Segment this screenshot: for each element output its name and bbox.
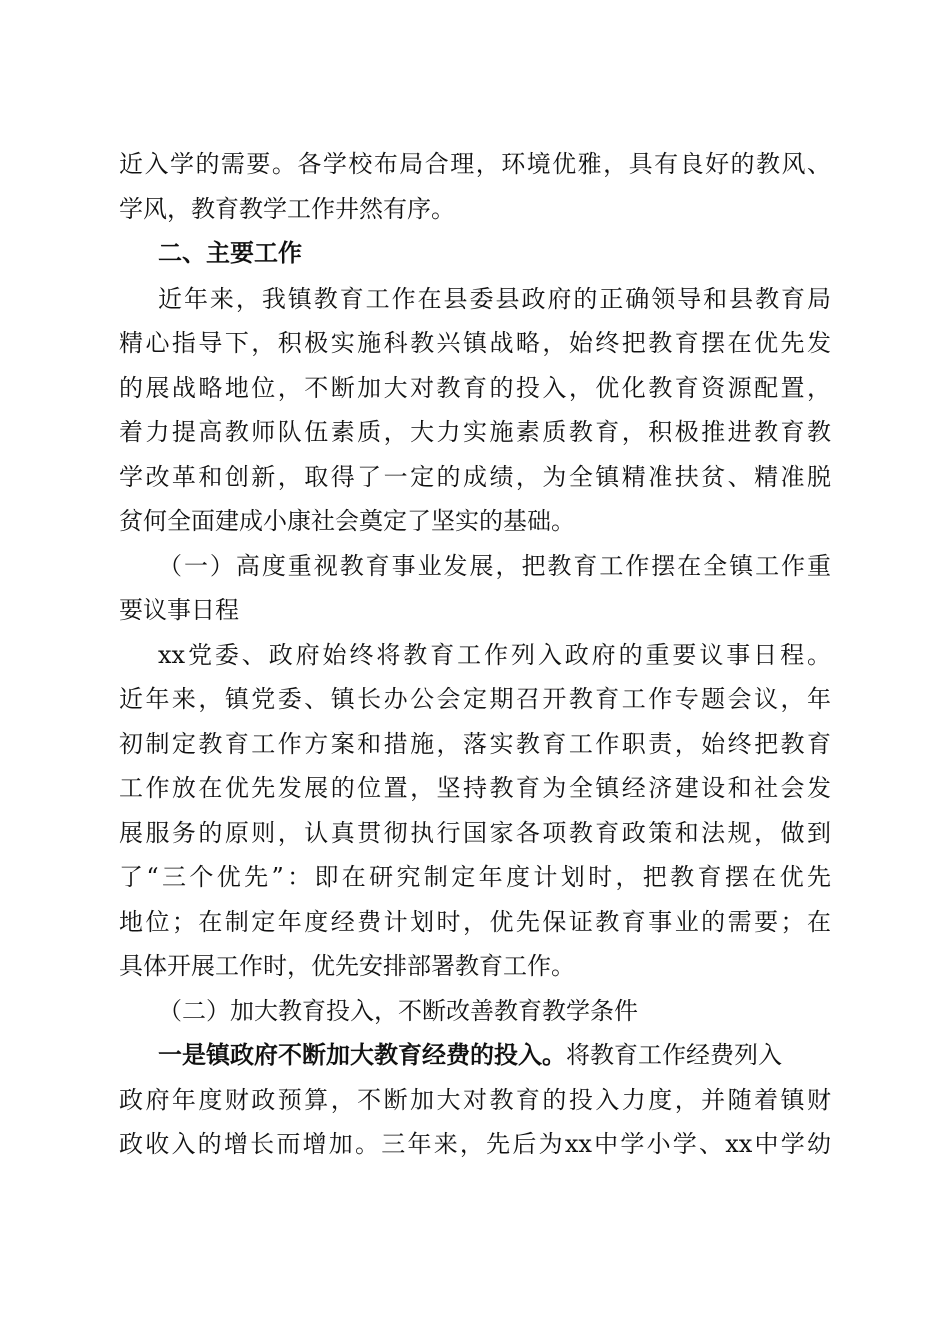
paragraph-line: 地位；在制定年度经费计划时，优先保证教育事业的需要；在 [119, 908, 831, 936]
paragraph-line: 工作放在优先发展的位置，坚持教育为全镇经济建设和社会发 [119, 774, 831, 802]
paragraph-line: 着力提高教师队伍素质，大力实施素质教育，积极推进教育教 [119, 418, 831, 446]
paragraph-line: 具体开展工作时，优先安排部署教育工作。 [119, 952, 575, 980]
paragraph-line: 学风，教育教学工作井然有序。 [119, 195, 455, 223]
paragraph-line-continued: 将教育工作经费列入 [566, 1041, 782, 1069]
paragraph-line: 初制定教育工作方案和措施，落实教育工作职责，始终把教育 [119, 730, 831, 758]
paragraph-line: 了“三个优先”：即在研究制定年度计划时，把教育摆在优先 [119, 863, 831, 891]
paragraph-line: 的展战略地位，不断加大对教育的投入，优化教育资源配置， [119, 374, 831, 402]
paragraph-line: 政收入的增长而增加。三年来，先后为xx中学小学、xx中学幼 [119, 1130, 831, 1158]
subsection-heading: （一）高度重视教育事业发展，把教育工作摆在全镇工作重 [158, 552, 831, 580]
paragraph-line: 近入学的需要。各学校布局合理，环境优雅，具有良好的教风、 [119, 150, 831, 178]
subsection-heading-continued: 要议事日程 [119, 596, 239, 624]
subsection-heading: （二）加大教育投入，不断改善教育教学条件 [158, 997, 638, 1025]
paragraph-line: 精心指导下，积极实施科教兴镇战略，始终把教育摆在优先发 [119, 329, 831, 357]
paragraph-line: 学改革和创新，取得了一定的成绩，为全镇精准扶贫、精准脱 [119, 463, 831, 491]
paragraph-line: 展服务的原则，认真贯彻执行国家各项教育政策和法规，做到 [119, 819, 831, 847]
paragraph-line: xx党委、政府始终将教育工作列入政府的重要议事日程。 [158, 641, 831, 669]
paragraph-line: 近年来，我镇教育工作在县委县政府的正确领导和县教育局 [158, 285, 831, 313]
paragraph-line [158, 1039, 831, 1071]
bold-lead-text: 一是镇政府不断加大教育经费的投入。 [158, 1040, 566, 1069]
section-heading: 二、主要工作 [158, 239, 302, 267]
paragraph-line: 近年来，镇党委、镇长办公会定期召开教育工作专题会议，年 [119, 685, 831, 713]
paragraph-line: 贫何全面建成小康社会奠定了坚实的基础。 [119, 507, 575, 535]
paragraph-line: 政府年度财政预算，不断加大对教育的投入力度，并随着镇财 [119, 1086, 831, 1114]
